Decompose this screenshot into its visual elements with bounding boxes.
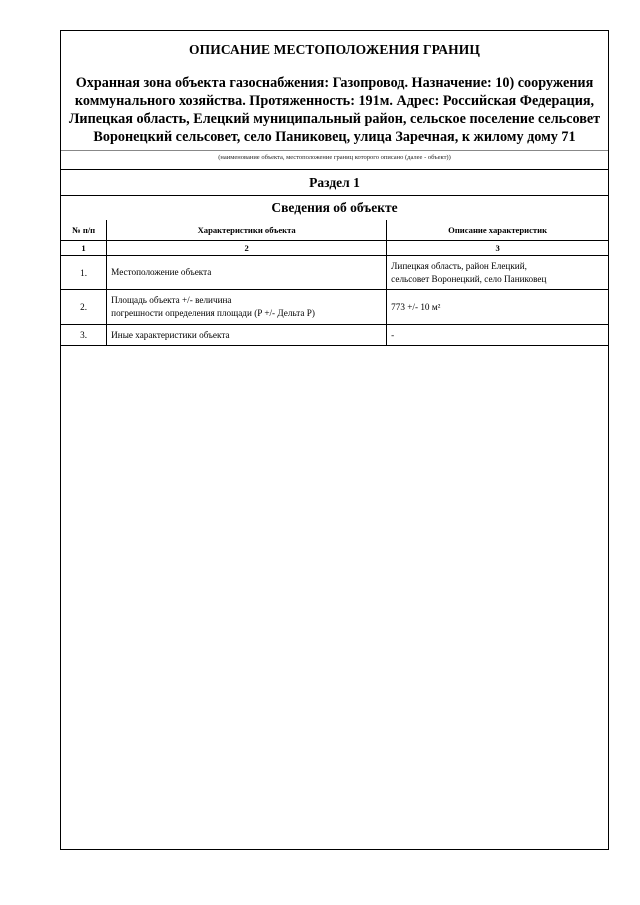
row-number: 2. — [61, 290, 107, 325]
row-description — [387, 256, 608, 290]
table-row — [61, 256, 608, 290]
row-characteristic — [107, 290, 387, 325]
description-text: - — [391, 329, 395, 340]
object-caption: (наименование объекта, местоположение границ которого описано (далее - объект)) — [218, 154, 451, 161]
row-characteristic — [107, 256, 387, 290]
characteristic-text: Площадь объекта +/- величина — [111, 295, 232, 305]
description-text: Липецкая область, район Елецкий, — [391, 260, 527, 271]
section-title: Сведения об объекте — [271, 200, 398, 215]
description-text: 773 +/- 10 м² — [391, 301, 441, 312]
document-title: ОПИСАНИЕ МЕСТОПОЛОЖЕНИЯ ГРАНИЦ — [189, 42, 480, 57]
column-number: 3 — [387, 241, 608, 256]
characteristic-text: Местоположение объекта — [111, 267, 212, 277]
row-number: 1. — [61, 256, 107, 290]
row-number: 3. — [61, 325, 107, 346]
row-description — [387, 290, 608, 325]
column-number: 2 — [107, 241, 387, 256]
object-info-table — [61, 220, 608, 346]
description-line: Охранная зона объекта газоснабжения: Газопровод. Назначение: 10) сооружения — [75, 75, 594, 91]
document-frame — [60, 30, 609, 850]
caption-divider — [61, 150, 608, 151]
description-line: коммунального хозяйства. Протяженность: 191м. Адрес: Российская Федерация, — [74, 93, 595, 109]
section-label: Раздел 1 — [309, 175, 360, 190]
table-header-row — [61, 220, 608, 241]
column-number: 1 — [61, 241, 107, 256]
characteristic-text: погрешности определения площади (P +/- Дельта P) — [111, 308, 315, 318]
row-characteristic — [107, 325, 387, 346]
header-description: Описание характеристик — [387, 220, 608, 241]
divider — [61, 169, 608, 170]
description-text: сельсовет Воронецкий, село Паниковец — [391, 273, 547, 284]
description-line: Липецкая область, Елецкий муниципальный район, сельское поселение сельсовет — [68, 111, 601, 127]
characteristic-text: Иные характеристики объекта — [111, 329, 230, 340]
description-line: Воронецкий сельсовет, село Паниковец, улица Заречная, к жилому дому 71 — [93, 129, 576, 145]
header-characteristic: Характеристики объекта — [107, 220, 387, 241]
table-row — [61, 290, 608, 325]
row-description — [387, 325, 608, 346]
table-row — [61, 325, 608, 346]
column-number-row — [61, 241, 608, 256]
header-number: № п/п — [61, 220, 107, 241]
object-description — [65, 74, 604, 146]
divider — [61, 195, 608, 196]
